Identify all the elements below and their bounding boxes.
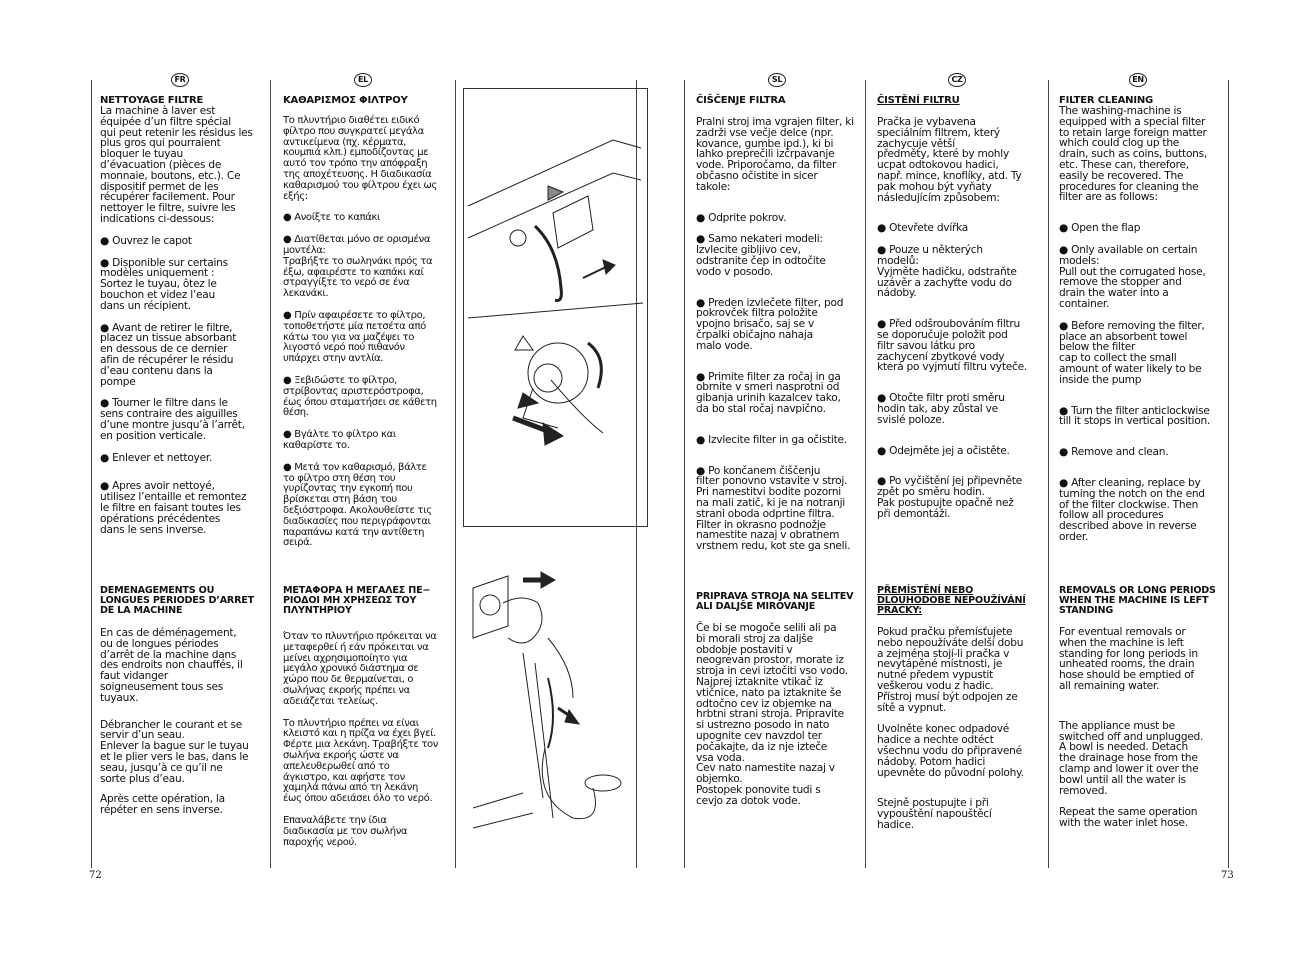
floor-line bbox=[473, 793, 533, 828]
machine-side-line bbox=[523, 653, 543, 798]
intro-text: The washing-machine is equipped with a special filter to retain large foreign matter which could clog up the drain, such as coins, buttons, etc. These can, therefore, easily be recovered. The procedures for cleaning the filter are as follows: bbox=[1059, 105, 1208, 204]
paragraph: Après cette opération, la répéter en sens inverse. bbox=[100, 793, 225, 817]
step-2: ● Disponible sur certains modèles uniquement : Sortez le tuyau, ôtez le bouchon et videz l’eau dans un récipient. bbox=[100, 256, 228, 312]
section-title: PŘEMÍSTĚNÍ NEBO DLOUHODOBÉ NEPOUŽÍVÁNÍ PRAČKY: bbox=[877, 585, 1026, 616]
step-3: ● Preden izvlečete filter, pod pokrovček filtra položite vpojno brisačo, saj se v črpalki običajno nahaja malo vode. bbox=[696, 296, 844, 352]
step-4: ● Turn the filter anticlockwise till it stops in vertical position. bbox=[1059, 404, 1211, 428]
filter-opening bbox=[528, 343, 588, 403]
paragraph: Επαναλάβετε την ίδια διαδικασία με τον σωλήνα παροχής νερού. bbox=[283, 814, 408, 848]
rotate-arrow-icon bbox=[588, 343, 601, 388]
arrow-head-icon bbox=[603, 260, 615, 274]
section-title: PRIPRAVA STROJA NA SELITEV ALI DALJŠE MIROVANJE bbox=[696, 591, 854, 612]
column-divider bbox=[455, 80, 456, 868]
column-divider bbox=[270, 80, 271, 868]
step-5: ● Remove and clean. bbox=[1059, 446, 1169, 459]
step-1: ● Odprite pokrov. bbox=[696, 211, 787, 224]
step-6: ● Apres avoir nettoyé, utilisez l’entaille et remontez le filtre en faisant toutes les opérations précédentes dans le sens inverse. bbox=[100, 480, 247, 536]
filter-cleaning-illustration bbox=[463, 88, 646, 525]
machine-edge-line bbox=[468, 303, 643, 318]
section-title: ΚΑΘΑΡΙΣΜΟΣ ΦΙΛΤΡΟΥ bbox=[283, 95, 408, 106]
language-badge-fr: FR bbox=[171, 73, 189, 87]
section-title: ČISTĚNÍ FILTRU bbox=[877, 95, 960, 106]
paragraph: Uvolněte konec odpadové hadice a nechte odtéct všechnu vodu do připravené nádoby. Potom hadici upevněte do původní polohy. bbox=[877, 723, 1024, 779]
step-6: ● Po vyčištění jej připevněte zpět po směru hodin. Pak postupujte opačně než při demontáži. bbox=[877, 475, 1022, 520]
removal-illustration bbox=[463, 568, 646, 838]
language-badge-en: EN bbox=[1129, 73, 1147, 87]
step-1: ● Open the flap bbox=[1059, 222, 1141, 235]
section-title: NETTOYAGE FILTRE bbox=[100, 95, 204, 106]
column-cz-removals bbox=[877, 586, 1045, 831]
column-el-removals bbox=[283, 586, 453, 848]
intro-text: Pračka je vybavena speciálním filtrem, který zachycuje větší předměty, které by mohly ucpat odtokovou hadici, např. mince, knoflíky, atd. Ty pak mohou být vyňaty následujícím způsobem: bbox=[877, 116, 1022, 204]
language-badge-sl: SL bbox=[768, 73, 786, 87]
page-number-left: 72 bbox=[89, 870, 102, 881]
column-divider bbox=[1228, 80, 1229, 868]
page-number-right: 73 bbox=[1221, 870, 1234, 881]
section-title: FILTER CLEANING bbox=[1059, 95, 1154, 106]
paragraph: En cas de déménagement, ou de longues périodes d’arrêt de la machine dans des endroits non chauffés, il faut vidanger soigneusement tous ses tuyaux. bbox=[100, 627, 243, 704]
step-3: ● Before removing the filter, place an absorbent towel below the filter cap to collect the small amount of water likely to be inside the pump bbox=[1059, 319, 1205, 386]
arrow-head-icon bbox=[541, 572, 555, 588]
intro-text: La machine à laver est équipée d’un filtre spécial qui peut retenir les résidus les plus gros qui pourraient bloquer le tuyau d’évacuation (pièces de monnaie, boutons, etc.). Ce dispositif permet de les récupérer facilement. Pour nettoyer le filtre, suivre les indications ci-dessous: bbox=[100, 105, 253, 225]
section-title: ΜΕΤΑΦΟΡΑ Η ΜΕΓΑΛΕΣ ΠΕ− ΡΙΟΔΟΙ ΜΗ ΧΡΗΣΕΩΣ ΤΟΥ ΠΛΥΝΤΗΡΙΟΥ bbox=[283, 585, 431, 616]
step-6: ● Po končanem čiščenju filter ponovno vstavite v stroj. Pri namestitvi bodite pozorni na mali zatič, ki je na notranji strani oboda odprtine filtra. Filter in okrasno podnožje namestite nazaj v obratnem vrstnem redu, kot ste ga sneli. bbox=[696, 464, 851, 553]
column-divider bbox=[684, 80, 685, 868]
drain-hose bbox=[535, 226, 561, 301]
column-divider bbox=[865, 80, 866, 868]
arrow-head-icon bbox=[565, 710, 579, 724]
step-4: ● Tourner le filtre dans le sens contraire des aiguilles d’une montre jusqu’à l’arrêt, en position verticale. bbox=[100, 397, 245, 442]
column-sl-removals bbox=[696, 592, 862, 807]
step-6: ● After cleaning, replace by turning the notch on the end of the filter clockwise. Then follow all procedures described above in reverse order. bbox=[1059, 476, 1205, 543]
section-title: ČIŠČENJE FILTRA bbox=[696, 95, 786, 106]
intro-text: Το πλυντήριο διαθέτει ειδικό φίλτρο που συγκρατεί μεγάλα αντικείμενα (πχ. κέρματα, κουμπιά κλπ.) εμποδίζοντας με αυτό τον τρόπο την απόφραξη της αποχέτευσης. Η διαδικασία καθαρισμού του φίλτρου έχει ως εξής: bbox=[283, 115, 438, 202]
step-1: ● Ouvrez le capot bbox=[100, 234, 192, 247]
column-fr-removals bbox=[100, 586, 268, 816]
column-en-removals bbox=[1059, 586, 1227, 829]
step-5: ● Izvlecite filter in ga očistite. bbox=[696, 433, 847, 446]
flap-shape bbox=[548, 186, 563, 200]
step-2: ● Διατίθεται μόνο σε ορισμένα μοντέλα: Τραβήξτε το σωληνάκι πρός τα έξω, αφαιρέστε το καπάκι καί στραγγίξτε το νερό σε ένα λεκανάκι. bbox=[283, 234, 433, 300]
step-4: ● Otočte filtr proti směru hodin tak, aby zůstal ve svislé poloze. bbox=[877, 392, 1005, 426]
column-fr bbox=[100, 96, 268, 535]
paragraph: Če bi se mogoče selili ali pa bi morali stroj za daljše obdobje postaviti v neogrevan prostor, morate iz stroja in cevi iztočiti vso vodo. Najprej iztaknite vtikač iz vtičnice, nato pa iztaknite še odtočno cev iz objemke na hrbtni strani stroja. Pripravite si ustrezno posodo in nato upognite cev navzdol ter počakajte, da iz nje izteče vsa voda. Cev nato namestite nazaj v objemko. Postopek ponovite tudi s cevjo za dotok vode. bbox=[696, 622, 848, 807]
step-5: ● Enlever et nettoyer. bbox=[100, 451, 213, 464]
paragraph: Stejně postupujte i při vypouštění napouštěcí hadice. bbox=[877, 797, 992, 831]
paragraph: The appliance must be switched off and unplugged. A bowl is needed. Detach the drainage hose from the clamp and lower it over the bowl until all the water is removed. bbox=[1059, 719, 1204, 797]
paragraph: For eventual removals or when the machine is left standing for long periods in unheated rooms, the drain hose should be emptied of all remaining water. bbox=[1059, 626, 1198, 692]
bowl-icon bbox=[585, 775, 621, 791]
machine-edge-line bbox=[468, 173, 641, 238]
language-badge-el: EL bbox=[354, 73, 372, 87]
drain-hose bbox=[548, 678, 553, 748]
step-3: ● Πρίν αφαιρέσετε το φίλτρο, τοποθετήστε μία πετσέτα από κάτω του για να μαζέψει το λιγοστό νερό πού πιθανόν υπάρχει στην αντλία. bbox=[283, 309, 426, 365]
arrow-head-icon bbox=[518, 393, 538, 408]
step-2: ● Samo nekateri modeli: Izvlecite gibljivo cev, odstranite čep in odtočite vodo v posodo. bbox=[696, 233, 826, 278]
section-title: DEMENAGEMENTS OU LONGUES PERIODES D’ARRET DE LA MACHINE bbox=[100, 585, 254, 616]
filter-cap bbox=[510, 230, 526, 246]
step-3: ● Avant de retirer le filtre, placez un tissue absorbant en dessous de ce dernier afin de récupérer le résidu d’eau contenu dans la pompe bbox=[100, 321, 237, 388]
paragraph: Το πλυντήριο πρέπει να είναι κλειστό και η πρίζα να έχει βγεί. Φέρτε μια λεκάνη. Τραβήξτε τον σωλήνα εκροής ώστε να απελευθερωθεί από το άγκιστρο, και αφήστε τον χαμηλά πάνω από τη λεκάνη έως όπου αδειάσει όλο το νερό. bbox=[283, 717, 439, 805]
paragraph: Débrancher le courant et se servir d’un seau. Enlever la bague sur le tuyau et le plier vers le bas, dans le seau, jusqu’à ce qu’il ne sorte plus d’eau. bbox=[100, 718, 249, 785]
step-3: ● Před odšroubováním filtru se doporučuje položit pod filtr savou látku pro zachycení zbytkové vody která po vyjmutí filtru vyteče. bbox=[877, 318, 1027, 374]
open-flap bbox=[553, 196, 593, 248]
step-5: ● Βγάλτε το φίλτρο και καθαρίστε το. bbox=[283, 429, 396, 451]
section-title: REMOVALS OR LONG PERIODS WHEN THE MACHINE IS LEFT STANDING bbox=[1059, 585, 1216, 616]
plug-hand bbox=[503, 598, 542, 643]
paragraph: Pokud pračku přemísťujete nebo nepoužíváte delší dobu a zejména stojí-li pračka v nevytápěné místnosti, je nutné předem vypustit veškerou vodu z hadic. Přístroj musí být odpojen ze sítě a vypnut. bbox=[877, 626, 1024, 714]
column-divider bbox=[1048, 80, 1049, 868]
paragraph: Όταν το πλυντήριο πρόκειται να μεταφερθεί ή εάν πρόκειται να μείνει αχρησιμοποίητο για μεγάλο χρονικό διάστημα σε χώρο που δε θερμαίνεται, ο σωλήνας εκροής πρέπει να αδειάζεται τελείως. bbox=[283, 631, 437, 707]
step-6: ● Μετά τον καθαρισμό, βάλτε το φίλτρο στη θέση του γυρίζοντας την εγκοπή που βρίσκεται στη βάση του δεξιόστροφα. Ακολουθείστε τις διαδικασίες που περιγράφονται παραπάνω κατά την αντίθετη σειρά. bbox=[283, 461, 432, 549]
socket-outlet bbox=[480, 595, 500, 615]
column-divider bbox=[91, 80, 92, 868]
column-sl bbox=[696, 96, 862, 552]
step-4: ● Ξεβιδώστε το φίλτρο, στρίβοντας αριστερόστροφα, έως όπου σταματήσει σε κάθετη θέση. bbox=[283, 374, 437, 419]
step-1: ● Ανοίξτε το καπάκι bbox=[283, 212, 381, 224]
step-2: ● Pouze u některých modelů: Vyjměte hadičku, odstraňte uzávěr a zachyťte vodu do nádoby. bbox=[877, 244, 1017, 300]
step-2: ● Only available on certain models: Pull out the corrugated hose, remove the stopper and drain the water into a container. bbox=[1059, 243, 1206, 310]
paragraph: Repeat the same operation with the water inlet hose. bbox=[1059, 806, 1198, 830]
intro-text: Pralni stroj ima vgrajen filter, ki zadrži vse večje delce (npr. kovance, gumbe ipd.), ki bi lahko preprečili izčrpavanje vode. Priporočamo, da filter občasno očistite in sicer takole: bbox=[696, 116, 854, 193]
hand-outline bbox=[551, 380, 603, 433]
arm-outline bbox=[548, 638, 573, 698]
filter-housing bbox=[515, 336, 533, 350]
language-badge-cz: CZ bbox=[948, 73, 966, 87]
step-1: ● Otevřete dvířka bbox=[877, 222, 969, 235]
column-el bbox=[283, 96, 451, 549]
step-5: ● Odejměte jej a očistěte. bbox=[877, 444, 1010, 457]
hose-curve bbox=[542, 748, 595, 819]
wall-socket bbox=[473, 576, 508, 638]
column-en bbox=[1059, 96, 1227, 543]
column-cz bbox=[877, 96, 1045, 520]
step-4: ● Primite filter za ročaj in ga obrnite v smeri nasprotni od gibanja urinih kazalcev tako, da bo stal ročaj navpično. bbox=[696, 370, 841, 415]
